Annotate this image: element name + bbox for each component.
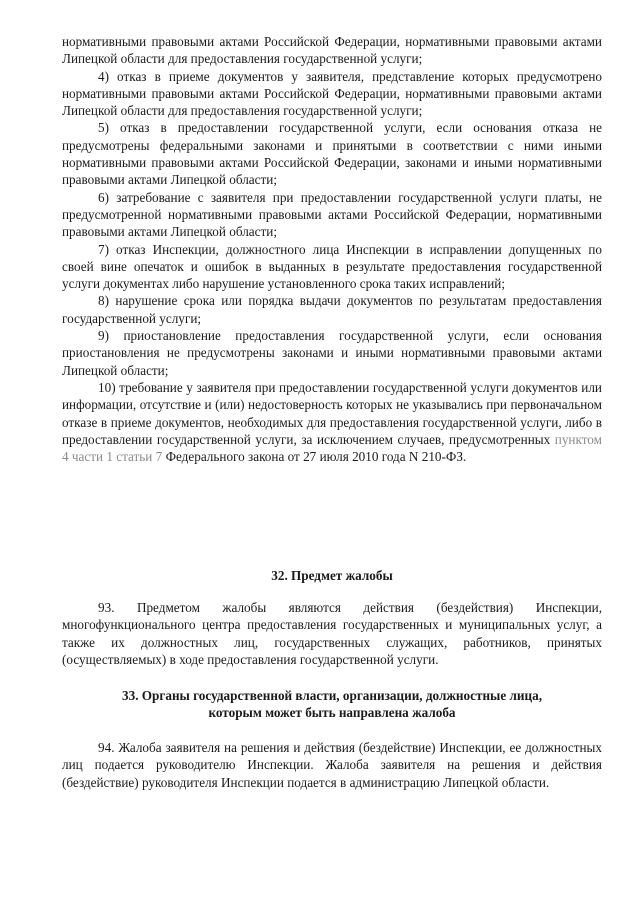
list-item-3-tail: нормативными правовыми актами Российской Федерации, нормативными правовыми актами Липецкой области для предоставления государственной услуги;	[62, 34, 602, 67]
paragraph-93: 93. Предметом жалобы являются действия (бездействия) Инспекции, многофункционального центра предоставления государственных и муниципальных услуг, а также их должностных лиц, государственных служащих, работников, принятых (осуществляемых) в ходе предоставления государственной услуги.	[62, 600, 602, 667]
list-item-9: 9) приостановление предоставления государственной услуги, если основания приостановления не предусмотрены законами и иными нормативными правовыми актами Липецкой области;	[62, 328, 602, 378]
list-item-7: 7) отказ Инспекции, должностного лица Инспекции в исправлении допущенных по своей вине опечаток и ошибок в выданных в результате предоставления государственной услуги документах либо нарушение установленного срока таких исправлений;	[62, 241, 602, 292]
list-item-5: 5) отказ в предоставлении государственной услуги, если основания отказа не предусмотрены федеральными законами и принятыми в соответствии с ними иными нормативными правовыми актами Российской Федерации, законами и иными нормативными правовыми актами Липецкой области;	[62, 120, 602, 188]
section-33-heading-line2: которым может быть направлена жалоба	[208, 705, 456, 721]
paragraph-94: 94. Жалоба заявителя на решения и действия (бездействие) Инспекции, ее должностных лиц подается руководителю Инспекции. Жалоба заявителя на решения и действия (бездействие) руководителя Инспекции подается в администрацию Липецкой области.	[62, 740, 602, 790]
section-32-heading: 32. Предмет жалобы	[271, 568, 393, 583]
list-item-10-tail: Федерального закона от 27 июля 2010 года N 210-ФЗ.	[165, 449, 467, 465]
section-32-body	[62, 599, 602, 668]
list-item-8: 8) нарушение срока или порядка выдачи документов по результатам предоставления государственной услуги;	[62, 293, 602, 326]
legal-reference-link[interactable]: пунктом 4 части 1 статьи 7	[62, 431, 602, 465]
section-33-heading-line1: 33. Органы государственной власти, организации, должностные лица,	[122, 688, 542, 703]
list-item-10-text: 10) требование у заявителя при предоставлении государственной услуги документов или информации, отсутствие и (или) недостоверность которых не указывались при первоначальном отказе в приеме документов, необходимых для предоставления государственной услуги, либо в предоставлении государственной услуги, за исключением случаев, предусмотренных	[62, 379, 602, 447]
list-item-10	[62, 379, 602, 465]
section-33-heading	[62, 687, 602, 722]
list-item-6: 6) затребование с заявителя при предоставлении государственной услуги платы, не предусмотренной нормативными правовыми актами Российской Федерации, нормативными правовыми актами Липецкой области;	[62, 189, 602, 240]
list-continuation	[62, 33, 602, 465]
section-33-body	[62, 739, 602, 791]
list-item-4: 4) отказ в приеме документов у заявителя, представление которых предусмотрено нормативными правовыми актами Российской Федерации, нормативными правовыми актами Липецкой области для предоставления государственной услуги;	[62, 68, 602, 119]
